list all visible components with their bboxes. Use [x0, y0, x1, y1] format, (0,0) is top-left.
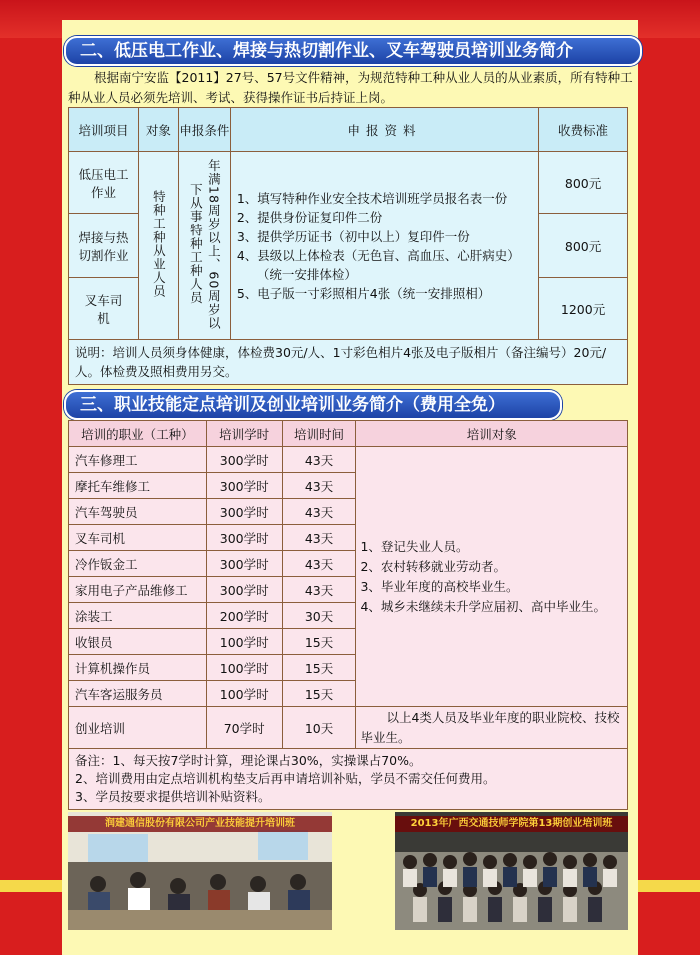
- materials-cell: [230, 152, 538, 340]
- fee-row-3: 1200元: [539, 278, 628, 340]
- fee-row-2: 800元: [539, 214, 628, 278]
- conditions-text: 年满18周岁以上、60周岁以下从事特种工种人员: [188, 158, 222, 330]
- project-row-2: 焊接与热切割作业: [69, 214, 139, 278]
- hours-cell: 300学时: [206, 551, 282, 577]
- occupation-cell: 摩托车维修工: [69, 473, 207, 499]
- duration-cell: 43天: [282, 499, 356, 525]
- hours-cell: 300学时: [206, 525, 282, 551]
- duration-cell: 10天: [282, 707, 356, 749]
- occupation-cell: 汽车客运服务员: [69, 681, 207, 707]
- table-row: [69, 447, 628, 473]
- training-photo-left: [68, 812, 332, 930]
- target-item: 1、登记失业人员。: [360, 538, 469, 554]
- target-item: 4、城乡未继续未升学应届初、高中毕业生。: [360, 598, 606, 614]
- section2-intro: [68, 68, 634, 108]
- hours-cell: 100学时: [206, 681, 282, 707]
- header-hours: 培训学时: [206, 421, 282, 447]
- header-conditions: 申报条件: [178, 108, 230, 152]
- duration-cell: 43天: [282, 447, 356, 473]
- hours-cell: 100学时: [206, 629, 282, 655]
- project-row-3: 叉车司机: [69, 278, 139, 340]
- material-item: 1、填写特种作业安全技术培训班学员报名表一份: [236, 190, 508, 206]
- section2-note: 说明：培训人员须身体健康，体检费30元/人、1寸彩色相片4张及电子版相片（备注编号）20元/人。体检费及照相费用另交。: [69, 340, 628, 385]
- conditions-cell: [178, 152, 230, 340]
- header-project: 培训项目: [69, 108, 139, 152]
- header-target: 培训对象: [356, 421, 628, 447]
- occupation-cell: 家用电子产品维修工: [69, 577, 207, 603]
- duration-cell: 43天: [282, 473, 356, 499]
- duration-cell: 15天: [282, 655, 356, 681]
- training-photo-right: [395, 812, 628, 930]
- hours-cell: 200学时: [206, 603, 282, 629]
- section3-notes: [69, 749, 628, 810]
- right-photo-caption: 2013年广西交通技师学院第13期创业培训班: [395, 816, 628, 832]
- note-line: 备注：1、每天按7学时计算，理论课占30%，实操课占70%。: [75, 753, 422, 768]
- project-row-1: 低压电工作业: [69, 152, 139, 214]
- hours-cell: 300学时: [206, 499, 282, 525]
- header-duration: 培训时间: [282, 421, 356, 447]
- duration-cell: 43天: [282, 551, 356, 577]
- section2-banner: 二、低压电工作业、焊接与热切割作业、叉车驾驶员培训业务简介: [64, 36, 642, 66]
- special-training-table: [68, 107, 628, 385]
- occupation-cell: 汽车驾驶员: [69, 499, 207, 525]
- material-item: 4、县级以上体检表（无色盲、高血压、心肝病史）: [236, 247, 520, 263]
- header-materials: 申报资料: [230, 108, 538, 152]
- hours-cell: 300学时: [206, 473, 282, 499]
- section3-banner: 三、职业技能定点培训及创业培训业务简介（费用全免）: [64, 390, 562, 420]
- hours-cell: 100学时: [206, 655, 282, 681]
- target-cell: [138, 152, 178, 340]
- left-photo-caption: 润建通信股份有限公司产业技能提升培训班: [68, 816, 332, 832]
- startup-row: [69, 707, 628, 749]
- startup-target-cell: 以上4类人员及毕业年度的职业院校、技校毕业生。: [356, 707, 628, 749]
- header-occupation: 培训的职业（工种）: [69, 421, 207, 447]
- occupation-cell: 收银员: [69, 629, 207, 655]
- note-line: 3、学员按要求提供培训补贴资料。: [75, 789, 271, 804]
- duration-cell: 15天: [282, 629, 356, 655]
- material-item: 2、提供身份证复印件二份: [236, 209, 383, 225]
- fee-row-1: 800元: [539, 152, 628, 214]
- vocational-training-table: [68, 420, 628, 810]
- target-list-cell: [356, 447, 628, 707]
- hours-cell: 70学时: [206, 707, 282, 749]
- occupation-cell: 叉车司机: [69, 525, 207, 551]
- occupation-cell: 冷作钣金工: [69, 551, 207, 577]
- target-text: 特种工种从业人员: [151, 190, 167, 298]
- intro-text: 根据南宁安监【2011】27号、57号文件精神，为规范特种工种从业人员的从业素质，所有特种工种从业人员必须先培训、考试、获得操作证书后持证上岗。: [68, 70, 633, 105]
- occupation-cell: 汽车修理工: [69, 447, 207, 473]
- header-target: 对象: [138, 108, 178, 152]
- hours-cell: 300学时: [206, 577, 282, 603]
- duration-cell: 43天: [282, 577, 356, 603]
- duration-cell: 30天: [282, 603, 356, 629]
- note-line: 2、培训费用由定点培训机构垫支后再申请培训补贴，学员不需交任何费用。: [75, 771, 496, 786]
- duration-cell: 15天: [282, 681, 356, 707]
- target-item: 2、农村转移就业劳动者。: [360, 558, 506, 574]
- material-item: 5、电子版一寸彩照相片4张（统一安排照相）: [236, 285, 491, 301]
- hours-cell: 300学时: [206, 447, 282, 473]
- occupation-cell: 涂装工: [69, 603, 207, 629]
- target-item: 3、毕业年度的高校毕业生。: [360, 578, 519, 594]
- occupation-cell: 计算机操作员: [69, 655, 207, 681]
- duration-cell: 43天: [282, 525, 356, 551]
- material-item: （统一安排体检）: [256, 266, 357, 282]
- header-fee: 收费标准: [539, 108, 628, 152]
- material-item: 3、提供学历证书（初中以上）复印件一份: [236, 228, 470, 244]
- occupation-cell: 创业培训: [69, 707, 207, 749]
